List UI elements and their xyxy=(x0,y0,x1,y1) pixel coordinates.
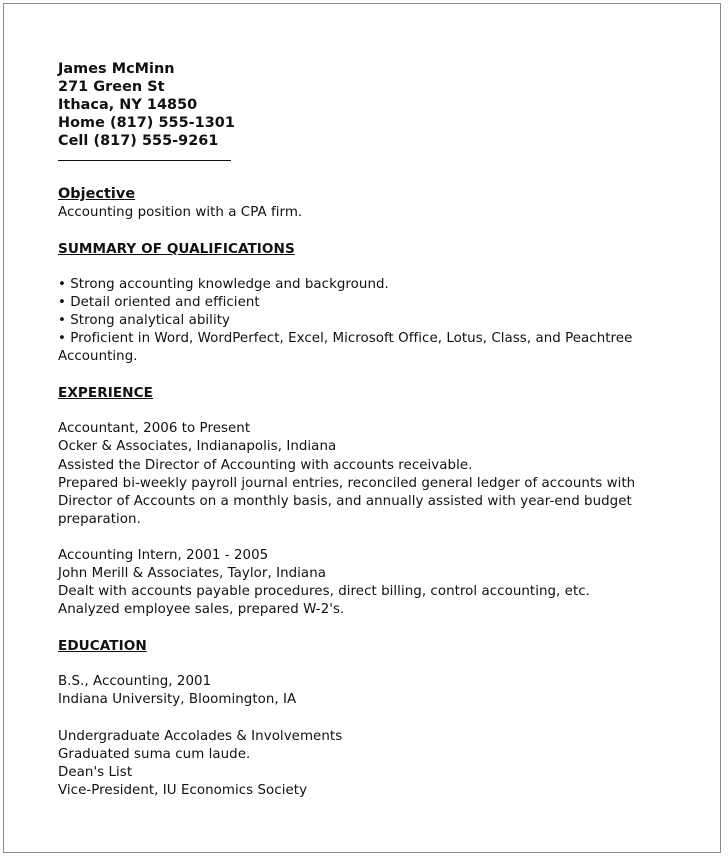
job-employer: Ocker & Associates, Indianapolis, Indiana xyxy=(58,439,337,455)
job-title: Accounting Intern, 2001 - 2005 xyxy=(58,547,269,563)
objective-heading: Objective xyxy=(58,186,136,203)
accolade-item: Graduated suma cum laude. xyxy=(58,746,251,762)
summary-bullet: • Proficient in Word, WordPerfect, Excel, Microsoft Office, Lotus, Class, and Peachtree xyxy=(58,331,633,347)
accolade-item: Dean's List xyxy=(58,764,133,780)
job-detail: Director of Accounts on a monthly basis, and annually assisted with year-end budget xyxy=(58,493,632,509)
summary-heading: SUMMARY OF QUALIFICATIONS xyxy=(58,240,295,257)
job-title: Accountant, 2006 to Present xyxy=(58,421,251,437)
education-section xyxy=(58,637,698,800)
job-detail: preparation. xyxy=(58,511,141,527)
experience-section xyxy=(58,384,698,619)
contact-city-state-zip: Ithaca, NY 14850 xyxy=(58,97,198,114)
objective-section xyxy=(58,185,698,221)
contact-home-phone: Home (817) 555-1301 xyxy=(58,115,235,132)
accolades-title: Undergraduate Accolades & Involvements xyxy=(58,728,343,744)
contact-cell-phone: Cell (817) 555-9261 xyxy=(58,133,219,150)
summary-bullet: • Strong accounting knowledge and background. xyxy=(58,276,389,292)
summary-bullet: • Detail oriented and efficient xyxy=(58,294,260,310)
job-entry xyxy=(58,420,698,529)
education-degree: B.S., Accounting, 2001 xyxy=(58,674,212,690)
objective-text: Accounting position with a CPA firm. xyxy=(58,204,303,220)
job-detail: Analyzed employee sales, prepared W-2's. xyxy=(58,602,345,618)
contact-divider xyxy=(58,160,231,161)
contact-name: James McMinn xyxy=(58,61,175,77)
summary-bullet-continuation: Accounting. xyxy=(58,349,138,365)
job-entry xyxy=(58,547,698,619)
job-detail: Prepared bi-weekly payroll journal entries, reconciled general ledger of accounts with xyxy=(58,475,636,491)
contact-block xyxy=(58,60,698,150)
accolade-item: Vice-President, IU Economics Society xyxy=(58,782,308,798)
resume-document xyxy=(58,60,698,800)
experience-heading: EXPERIENCE xyxy=(58,385,153,402)
summary-bullet: • Strong analytical ability xyxy=(58,312,231,328)
summary-section xyxy=(58,240,698,367)
contact-street: 271 Green St xyxy=(58,79,165,96)
education-heading: EDUCATION xyxy=(58,638,147,655)
job-detail: Assisted the Director of Accounting with accounts receivable. xyxy=(58,457,473,473)
job-employer: John Merill & Associates, Taylor, Indiana xyxy=(58,565,326,581)
education-school: Indiana University, Bloomington, IA xyxy=(58,692,297,708)
job-detail: Dealt with accounts payable procedures, direct billing, control accounting, etc. xyxy=(58,584,590,600)
